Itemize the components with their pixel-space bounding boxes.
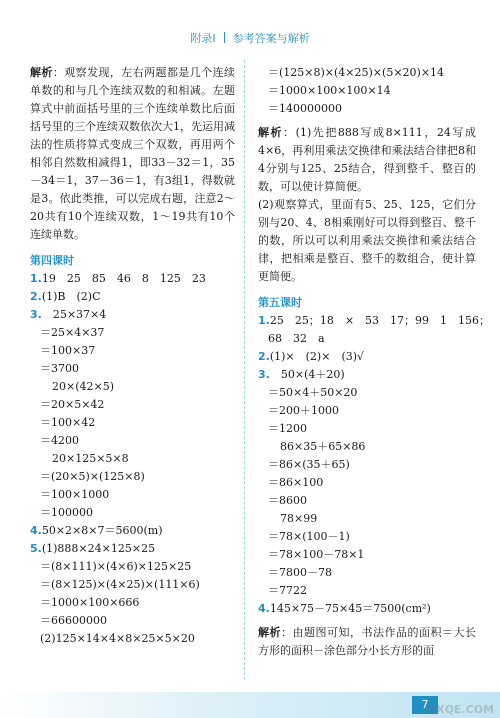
answer-line xyxy=(258,366,476,384)
answer-line xyxy=(258,510,476,528)
answer-line xyxy=(258,420,476,438)
answer-line xyxy=(30,342,235,360)
answer-text: ＝1000×100×666 xyxy=(40,596,140,609)
page-header xyxy=(0,30,500,46)
section-heading-4: 第四课时 xyxy=(30,254,74,267)
answer-line xyxy=(30,360,235,378)
answer-text: ＝(8×111)×(4×6)×125×25 xyxy=(40,560,192,573)
answer-text: 145×75－75×45＝7500(cm²) xyxy=(269,602,431,615)
section-heading-5: 第五课时 xyxy=(258,296,302,309)
answer-line xyxy=(258,384,476,402)
answer-line: ＝140000000 xyxy=(268,102,342,115)
answer-text: ＝66600000 xyxy=(40,614,107,627)
answer-line xyxy=(30,576,235,594)
answer-text: ＝4200 xyxy=(40,434,79,447)
answer-line xyxy=(30,306,235,324)
answer-line xyxy=(30,270,235,288)
answer-line xyxy=(258,456,476,474)
answer-line xyxy=(30,504,235,522)
answer-text: (1)× (2)× (3)√ xyxy=(269,350,365,363)
right-analysis-1 xyxy=(258,124,476,196)
right-answer-lines xyxy=(258,312,491,618)
answer-line xyxy=(258,582,476,600)
answer-text: 50×(4＋20) xyxy=(269,368,345,381)
answer-line xyxy=(30,612,235,630)
right-column xyxy=(258,64,491,660)
answer-text: ＝86×100 xyxy=(268,476,324,489)
left-column xyxy=(30,64,235,648)
left-answer-lines xyxy=(30,270,235,648)
answer-line xyxy=(258,402,476,420)
answer-text: ＝78×(100－1) xyxy=(268,530,350,543)
answer-text: 25×37×4 xyxy=(41,308,107,321)
header-title: 参考答案与解析 xyxy=(232,32,310,45)
answer-text: ＝200＋1000 xyxy=(268,404,339,417)
answer-text: ＝100×37 xyxy=(40,344,96,357)
answer-text: 86×35＋65×86 xyxy=(280,440,366,453)
answer-text: (2)125×14×4×8×25×5×20 xyxy=(40,632,195,645)
question-number: 4. xyxy=(30,524,42,537)
analysis-text: ：观察发现，左右两题都是几个连续单数的和与几个连续双数的和相减。左题算式中前面括号里的三个连续单数比后面括号里的三个连续双数依次大1，先运用减法的性质将算式变成三个双数，再用两个相邻自然数相减得1，即33－32＝1，35－34＝1，37－36＝1，有3组1，得数就是3。依此类推，可以完成右题，注意2～20共有10个连续双数，1～19共有10个连续单数。 xyxy=(30,66,236,241)
answer-text: ＝100×42 xyxy=(40,416,96,429)
answer-text: ＝100000 xyxy=(40,506,93,519)
answer-line xyxy=(30,450,235,468)
watermark: MXQE.COM xyxy=(425,703,494,716)
question-number: 3. xyxy=(30,308,42,321)
answer-line xyxy=(258,348,476,366)
answer-line xyxy=(258,312,491,330)
question-number: 2. xyxy=(258,350,270,363)
analysis-label: 解析 xyxy=(258,126,284,139)
answer-line xyxy=(30,594,235,612)
header-separator xyxy=(224,32,225,43)
answer-text: ＝25×4×37 xyxy=(40,326,105,339)
answer-line xyxy=(258,438,476,456)
answer-text: ＝3700 xyxy=(40,362,79,375)
answer-line xyxy=(30,378,235,396)
answer-text: ＝1200 xyxy=(268,422,307,435)
question-number: 1. xyxy=(258,314,270,327)
answer-line xyxy=(258,330,476,348)
answer-text: 50×2×8×7＝5600(m) xyxy=(41,524,163,537)
header-appendix: 附录Ⅰ xyxy=(190,32,216,45)
analysis-text: ：(1)先把888写成8×111，24写成4×6，再利用乘法交换律和乘法结合律把8和4分别与125、25结合，得到整千、整百的数，可以使计算简便。 xyxy=(258,126,476,193)
answer-line xyxy=(30,558,235,576)
answer-text: 78×99 xyxy=(280,512,318,525)
column-divider xyxy=(244,60,245,680)
answer-text: (1)888×24×125×25 xyxy=(41,542,156,555)
answer-line xyxy=(258,564,476,582)
question-number: 1. xyxy=(30,272,42,285)
answer-text: ＝86×(35＋65) xyxy=(268,458,350,471)
left-analysis xyxy=(30,64,235,244)
answer-text: ＝8600 xyxy=(268,494,307,507)
answer-text: 25 25；18 × 53 17；99 1 156； xyxy=(269,314,491,327)
question-number: 3. xyxy=(258,368,270,381)
answer-line xyxy=(30,324,235,342)
answer-text: ＝(8×125)×(4×25)×(111×6) xyxy=(40,578,200,591)
answer-line xyxy=(258,528,476,546)
analysis-text: ：由题图可知，书法作品的面积＝大长方形的面积－涂色部分小长方形的面 xyxy=(258,626,476,657)
question-number: 2. xyxy=(30,290,42,303)
answer-line xyxy=(30,396,235,414)
answer-line xyxy=(30,486,235,504)
answer-text: ＝100×1000 xyxy=(40,488,110,501)
right-analysis-2: (2)观察算式，里面有5、25、125，它们分别与20、4、8相乘刚好可以得到整百、整千的数，所以可以利用乘法交换律和乘法结合律，把相乘是整百、整千的数组合，使计算更简便。 xyxy=(258,198,476,283)
answer-text: ＝78×100－78×1 xyxy=(268,548,365,561)
answer-line xyxy=(258,546,476,564)
analysis-label: 解析 xyxy=(258,626,281,639)
answer-line xyxy=(30,432,235,450)
answer-line xyxy=(30,468,235,486)
answer-text: 20×125×5×8 xyxy=(52,452,129,465)
page-number: 7 xyxy=(412,696,438,714)
answer-text: 20×(42×5) xyxy=(52,380,115,393)
answer-text: ＝(20×5)×(125×8) xyxy=(40,470,145,483)
answer-line xyxy=(258,474,476,492)
answer-line xyxy=(30,288,235,306)
answer-line xyxy=(30,522,235,540)
answer-line xyxy=(30,414,235,432)
answer-text: 19 25 85 46 8 125 23 xyxy=(41,272,206,285)
answer-text: ＝50×4＋50×20 xyxy=(268,386,358,399)
answer-line xyxy=(30,630,235,648)
answer-text: ＝7800－78 xyxy=(268,566,332,579)
answer-text: (1)B (2)C xyxy=(41,290,101,303)
answer-line: ＝1000×100×100×14 xyxy=(268,84,391,97)
answer-line: ＝(125×8)×(4×25)×(5×20)×14 xyxy=(268,66,445,79)
right-analysis-bottom xyxy=(258,624,476,660)
right-top-lines xyxy=(258,64,476,118)
answer-line xyxy=(30,540,235,558)
answer-text: 68 32 a xyxy=(268,332,325,345)
answer-text: ＝20×5×42 xyxy=(40,398,105,411)
answer-text: ＝7722 xyxy=(268,584,307,597)
answer-line xyxy=(258,492,476,510)
question-number: 4. xyxy=(258,602,270,615)
question-number: 5. xyxy=(30,542,42,555)
analysis-label: 解析 xyxy=(30,66,53,79)
answer-line xyxy=(258,600,476,618)
